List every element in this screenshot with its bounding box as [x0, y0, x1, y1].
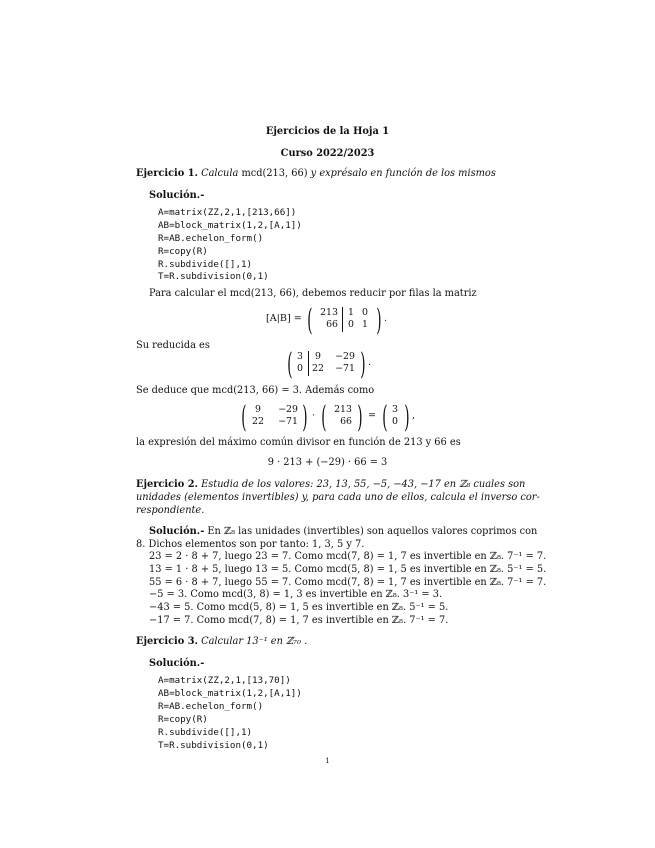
code-line: AB=block_matrix(1,2,[A,1]) [158, 220, 302, 231]
code-line: AB=block_matrix(1,2,[A,1]) [158, 688, 302, 699]
exercise-2-solution-intro: Solución.- En ℤ₈ las unidades (invertibles) son aquellos valores coprimos con [149, 526, 538, 537]
inverse-item: 23 = 2 · 8 + 7, luego 23 = 7. Como mcd(7, 8) = 1, 7 es invertible en ℤ₈. 7⁻¹ = 7. [149, 551, 547, 562]
exercise-1-label: Ejercicio 1. [136, 168, 198, 179]
exercise-3-statement: Ejercicio 3. Calcular 13⁻¹ en ℤ₇₀ . [136, 636, 308, 647]
course-year: Curso 2022/2023 [280, 148, 375, 159]
document-title: Ejercicios de la Hoja 1 [265, 126, 390, 137]
inverse-item: 55 = 6 · 8 + 7, luego 55 = 7. Como mcd(7, 8) = 1, 7 es invertible en ℤ₈. 7⁻¹ = 7. [149, 577, 547, 588]
exercise-2-statement-line: respondiente. [136, 505, 205, 516]
inverse-item: −43 = 5. Como mcd(5, 8) = 1, 5 es invertible en ℤ₈. 5⁻¹ = 5. [149, 602, 449, 613]
exercise-1-solution-label: Solución.- [149, 190, 205, 201]
code-line: R.subdivide([],1) [158, 727, 253, 738]
exercise-2-solution-label: Solución.- [149, 526, 205, 537]
exercise-3-solution-label: Solución.- [149, 658, 205, 669]
code-line: R=AB.echelon_form() [158, 701, 264, 712]
code-line: T=R.subdivision(0,1) [158, 271, 269, 282]
code-line: R=copy(R) [158, 714, 208, 725]
exercise-1-statement: Ejercicio 1. Calcula mcd(213, 66) y exprésalo en función de los mismos [136, 168, 496, 179]
inverse-item: −17 = 7. Como mcd(7, 8) = 1, 7 es invertible en ℤ₈. 7⁻¹ = 7. [149, 615, 449, 626]
paragraph: Para calcular el mcd(213, 66), debemos reducir por filas la matriz [149, 288, 477, 299]
document-page: Ejercicios de la Hoja 1 Curso 2022/2023 Ejercicio 1. Calcula mcd(213, 66) y exprésalo en función de los mismos Solución.- A=matrix(ZZ,2,1,[213,66]) AB=block_matrix(1,2,[A,1]) R=AB.echelon_form() R=copy(R) R.subdivide([],1) T=R.subdivision(0,1) Para calcular el mcd(213, 66), debemos reducir por filas la matriz [A|B] = ( 213 66 1 0 0 1 ) . Su reducida es ( 3 0 9 22 −29 −71 ) . Se deduce que mcd(213, 66) = 3. Además como ( 9 22 −29 −71 ) · ( 213 66 ) = ( 3 0 ) , la expresión del máximo común divisor en función de 213 y 66 es 9 · 213 + (−29) · 66 = 3 Ejercicio 2. Estudia de los valores: 23, 13, 55, −5, −43, −17 en ℤ₈ cuales son unidades (elementos invertibles) y, para cada uno de ellos, calcula el inverso cor- respondiente. Solución.- En ℤ₈ las unidades (invertibles) son aquellos valores coprimos con 8. Dichos elementos son por tanto: 1, 3, 5 y 7. 23 = 2 · 8 + 7, luego 23 = 7. Como mcd(7, 8) = 1, 7 es invertible en ℤ₈. 7⁻¹ = 7. 13 = 1 · 8 + 5, luego 13 = 5. Como mcd(5, 8) = 1, 5 es invertible en ℤ₈. 5⁻¹ = 5. 55 = 6 · 8 + 7, luego 55 = 7. Como mcd(7, 8) = 1, 7 es invertible en ℤ₈. 7⁻¹ = 7. −5 = 3. Como mcd(3, 8) = 1, 3 es invertible en ℤ₈. 3⁻¹ = 3. −43 = 5. Como mcd(5, 8) = 1, 5 es invertible en ℤ₈. 5⁻¹ = 5. −17 = 7. Como mcd(7, 8) = 1, 7 es invertible en ℤ₈. 7⁻¹ = 7. Ejercicio 3. Calcular 13⁻¹ en ℤ₇₀ . Solución.- A=matrix(ZZ,2,1,[13,70]) AB=block_matrix(1,2,[A,1]) R=AB.echelon_form() R=copy(R) R.subdivide([],1) T=R.subdivision(0,1) 1 [0, 0, 655, 848]
page-number: 1 [325, 757, 330, 765]
paragraph: la expresión del máximo común divisor en función de 213 y 66 es [136, 437, 461, 448]
paragraph: Su reducida es [136, 340, 210, 351]
exercise-2-statement: Ejercicio 2. Estudia de los valores: 23, 13, 55, −5, −43, −17 en ℤ₈ cuales son [136, 479, 526, 490]
exercise-2-label: Ejercicio 2. [136, 479, 198, 490]
code-line: A=matrix(ZZ,2,1,[13,70]) [158, 675, 291, 686]
code-line: A=matrix(ZZ,2,1,[213,66]) [158, 207, 297, 218]
paragraph: Se deduce que mcd(213, 66) = 3. Además como [136, 385, 375, 396]
code-line: T=R.subdivision(0,1) [158, 740, 269, 751]
paragraph: 8. Dichos elementos son por tanto: 1, 3, 5 y 7. [136, 539, 365, 550]
code-line: R=AB.echelon_form() [158, 233, 264, 244]
inverse-item: 13 = 1 · 8 + 5, luego 13 = 5. Como mcd(5, 8) = 1, 5 es invertible en ℤ₈. 5⁻¹ = 5. [149, 564, 547, 575]
code-line: R=copy(R) [158, 246, 208, 257]
exercise-3-label: Ejercicio 3. [136, 636, 198, 647]
bezout-equation: 9 · 213 + (−29) · 66 = 3 [267, 457, 388, 468]
inverse-item: −5 = 3. Como mcd(3, 8) = 1, 3 es invertible en ℤ₈. 3⁻¹ = 3. [149, 589, 443, 600]
exercise-2-statement-line: unidades (elementos invertibles) y, para cada uno de ellos, calcula el inverso cor- [136, 492, 540, 503]
code-line: R.subdivide([],1) [158, 259, 253, 270]
